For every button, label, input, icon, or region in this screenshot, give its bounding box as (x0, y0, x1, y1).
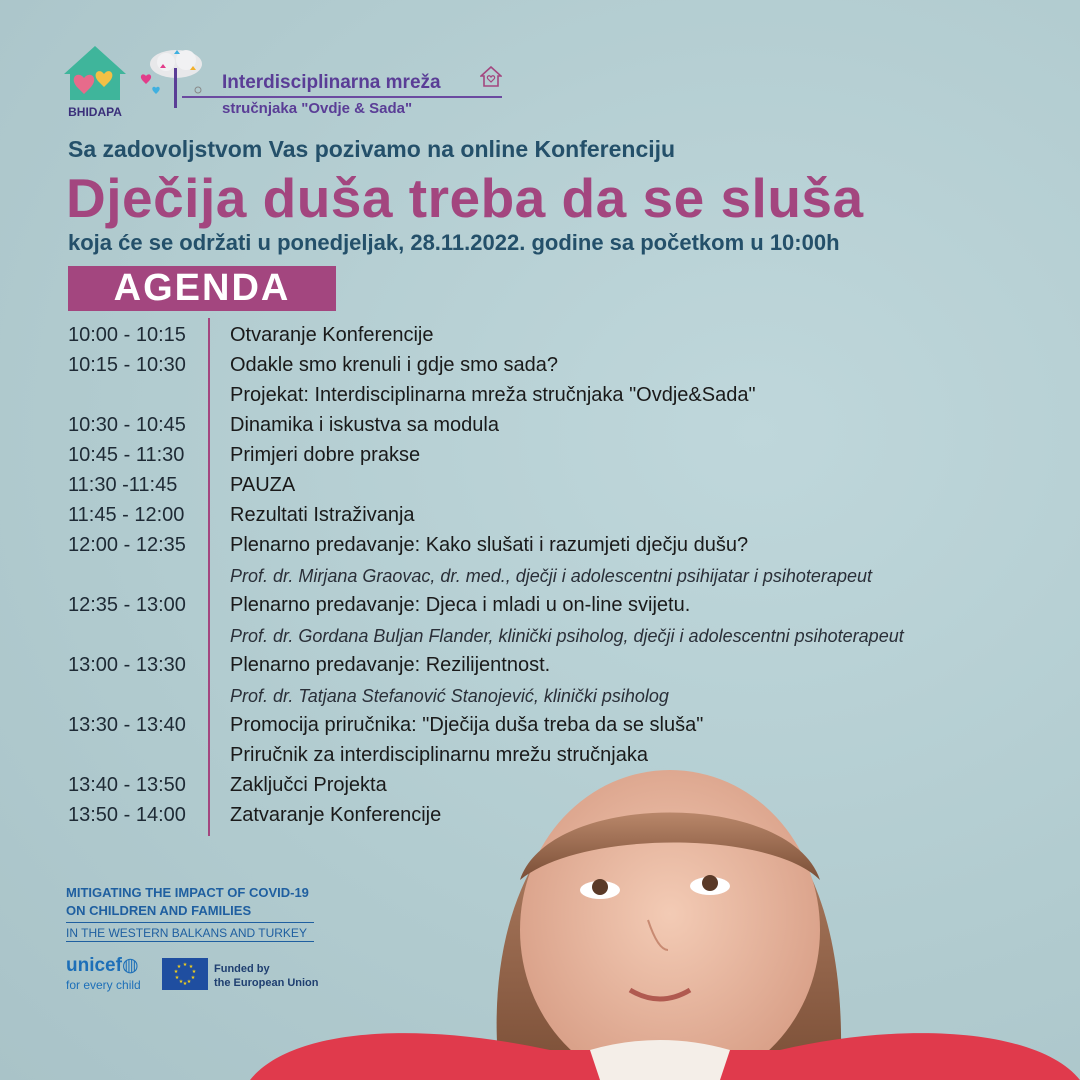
eu-line1: Funded by (214, 963, 270, 975)
agenda-item: Plenarno predavanje: Rezilijentnost. (230, 654, 551, 676)
svg-text:★: ★ (176, 964, 182, 970)
agenda-speaker: Prof. dr. Tatjana Stefanović Stanojević, klinički psiholog (230, 686, 669, 706)
svg-text:★: ★ (174, 975, 180, 981)
agenda-time: 13:00 - 13:30 (68, 654, 186, 676)
agenda-row (0, 712, 1080, 742)
agenda-time: 10:45 - 11:30 (68, 444, 185, 466)
network-tree-logo (140, 46, 212, 110)
bhidapa-logo (62, 44, 128, 120)
network-title-line1: Interdisciplinarna mreža (222, 72, 441, 93)
agenda-row (0, 352, 1080, 382)
agenda-time: 13:30 - 13:40 (68, 714, 186, 736)
agenda-item: Zaključci Projekta (230, 774, 387, 796)
agenda-item: Plenarno predavanje: Djeca i mladi u on-line svijetu. (230, 594, 691, 616)
unicef-tagline: for every child (66, 978, 141, 992)
svg-text:★: ★ (182, 962, 188, 968)
home-heart-icon (480, 66, 502, 88)
mitigating-line3: IN THE WESTERN BALKANS AND TURKEY (66, 926, 307, 940)
agenda-row (0, 682, 1080, 712)
network-underline (182, 96, 502, 98)
unicef-logo (66, 954, 139, 977)
agenda-item: Zatvaranje Konferencije (230, 804, 442, 826)
svg-text:★: ★ (190, 975, 196, 981)
agenda-item: Primjeri dobre prakse (230, 444, 421, 466)
agenda-row (0, 442, 1080, 472)
date-line: koja će se održati u ponedjeljak, 28.11.2022. godine sa početkom u 10:00h (68, 230, 840, 255)
agenda-row (0, 412, 1080, 442)
svg-text:★: ★ (191, 969, 197, 975)
agenda-row (0, 322, 1080, 352)
mitigating-heading (66, 884, 309, 920)
agenda-speaker: Prof. dr. Mirjana Graovac, dr. med., dječji i adolescentni psihijatar i psihoterapeut (230, 566, 872, 586)
agenda-item: Plenarno predavanje: Kako slušati i razumjeti dječju dušu? (230, 534, 749, 556)
conference-title: Dječija duša treba da se sluša (66, 167, 864, 229)
eu-funding-text (214, 962, 319, 990)
agenda-time: 13:40 - 13:50 (68, 774, 186, 796)
invitation-text: Sa zadovoljstvom Vas pozivamo na online Konferenciju (68, 136, 676, 162)
agenda-item: Projekat: Interdisciplinarna mreža stručnjaka "Ovdje&Sada" (230, 384, 756, 406)
agenda-banner: AGENDA (68, 266, 336, 311)
agenda-item: Promocija priručnika: "Dječija duša treba da se sluša" (230, 714, 704, 736)
agenda-row (0, 382, 1080, 412)
svg-text:★: ★ (178, 979, 184, 985)
eu-line2: the European Union (214, 977, 319, 989)
agenda-speaker: Prof. dr. Gordana Buljan Flander, klinički psiholog, dječji i adolescentni psihoterapeut (230, 626, 904, 646)
agenda-row (0, 652, 1080, 682)
agenda-time: 10:15 - 10:30 (68, 354, 186, 376)
agenda-row (0, 502, 1080, 532)
network-title-line2: stručnjaka "Ovdje & Sada" (222, 100, 413, 117)
agenda-row (0, 532, 1080, 562)
svg-text:★: ★ (188, 964, 194, 970)
svg-text:★: ★ (186, 979, 192, 985)
agenda-time: 13:50 - 14:00 (68, 804, 186, 826)
bhidapa-label: BHIDAPA (68, 105, 122, 119)
agenda-item: Odakle smo krenuli i gdje smo sada? (230, 354, 558, 376)
child-photo (250, 760, 1080, 1080)
agenda-time: 10:00 - 10:15 (68, 324, 186, 346)
mitigating-line2: ON CHILDREN AND FAMILIES (66, 903, 252, 918)
agenda-row (0, 592, 1080, 622)
agenda-list (0, 322, 1080, 832)
agenda-item: PAUZA (230, 474, 296, 496)
agenda-item: Otvaranje Konferencije (230, 324, 434, 346)
agenda-row (0, 622, 1080, 652)
agenda-time: 12:00 - 12:35 (68, 534, 186, 556)
agenda-item: Dinamika i iskustva sa modula (230, 414, 499, 436)
agenda-row (0, 472, 1080, 502)
agenda-time: 10:30 - 10:45 (68, 414, 186, 436)
agenda-item: Priručnik za interdisciplinarnu mrežu stručnjaka (230, 744, 648, 766)
agenda-row (0, 562, 1080, 592)
eu-flag-icon (162, 958, 208, 990)
agenda-item: Rezultati Istraživanja (230, 504, 415, 526)
globe-icon: ◍ (121, 955, 139, 976)
agenda-time: 11:30 -11:45 (68, 474, 178, 496)
divider (66, 941, 314, 942)
mitigating-line1: MITIGATING THE IMPACT OF COVID-19 (66, 885, 309, 900)
agenda-time: 11:45 - 12:00 (68, 504, 185, 526)
svg-text:★: ★ (173, 969, 179, 975)
divider (66, 922, 314, 923)
agenda-time: 12:35 - 13:00 (68, 594, 186, 616)
unicef-wordmark: unicef (66, 955, 122, 976)
svg-text:★: ★ (182, 981, 188, 987)
